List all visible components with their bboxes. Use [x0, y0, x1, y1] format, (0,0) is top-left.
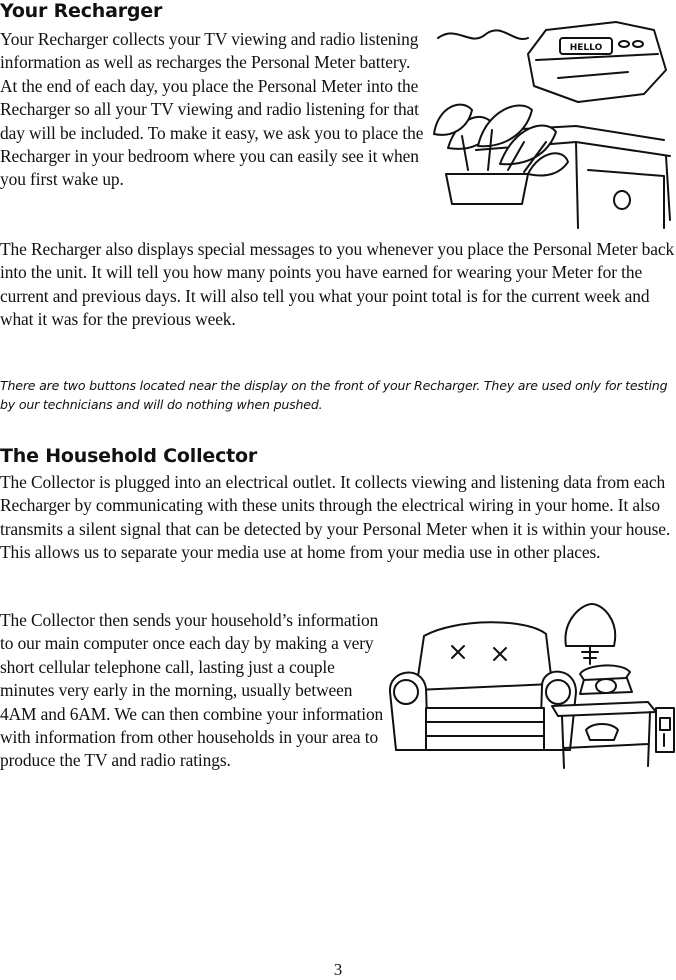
recharger-device: [528, 22, 666, 102]
armchair-back: [416, 622, 552, 690]
outlet-icon: [660, 718, 670, 730]
recharger-illustration: [428, 14, 674, 236]
plant-pot: [446, 174, 528, 204]
recharger-intro-paragraph: Your Recharger collects your TV viewing and radio listening information as well as recharges the Personal Meter battery. At the end of each day, you place the Personal Meter into the Recharger so all your TV viewing and radio listening for that day will be included. To make it easy, we ask you to place the Recharger in your bedroom where you can easily see it when you first wake up.: [0, 29, 424, 190]
section-heading-collector: The Household Collector: [0, 445, 258, 467]
recharger-messages-paragraph: The Recharger also displays special messages to you whenever you place the Personal Meter back into the unit. It will tell you how many points you have earned for wearing your Meter for the current and previous days. It will also tell you what your point total is for the current week and what it was for the previous week.: [0, 239, 675, 330]
armchair-seat: [426, 708, 544, 750]
recharger-buttons-note: There are two buttons located near the display on the front of your Recharger. They are used only for testing by our technicians and will do nothing when pushed.: [0, 378, 668, 412]
test-button-icon: [633, 41, 643, 47]
recharger-cord: [438, 30, 528, 39]
test-button-icon: [619, 41, 629, 47]
collector-intro-paragraph: The Collector is plugged into an electrical outlet. It collects viewing and listening data from each Recharger by communicating with these units through the electrical wiring in your home. It also transmits a silent signal that can be detected by your Personal Meter when it is within your house. This allows us to separate your media use at home from your media use in other places.: [0, 472, 671, 563]
recharger-display-text: HELLO: [569, 43, 603, 53]
page-number: 3: [333, 960, 343, 979]
drawer-knob-icon: [614, 191, 630, 209]
section-heading-recharger: Your Recharger: [0, 0, 163, 22]
lamp-shade: [565, 604, 615, 646]
cordless-phone-icon: [586, 724, 618, 740]
living-room-illustration: [386, 600, 676, 776]
collector-sending-paragraph: The Collector then sends your household’s information to our main computer once each day by making a very short cellular telephone call, lasting just a couple minutes very early in the morning, usually between 4AM and 6AM. We can then combine your information with information from other households in your area to produce the TV and radio ratings.: [0, 610, 384, 771]
